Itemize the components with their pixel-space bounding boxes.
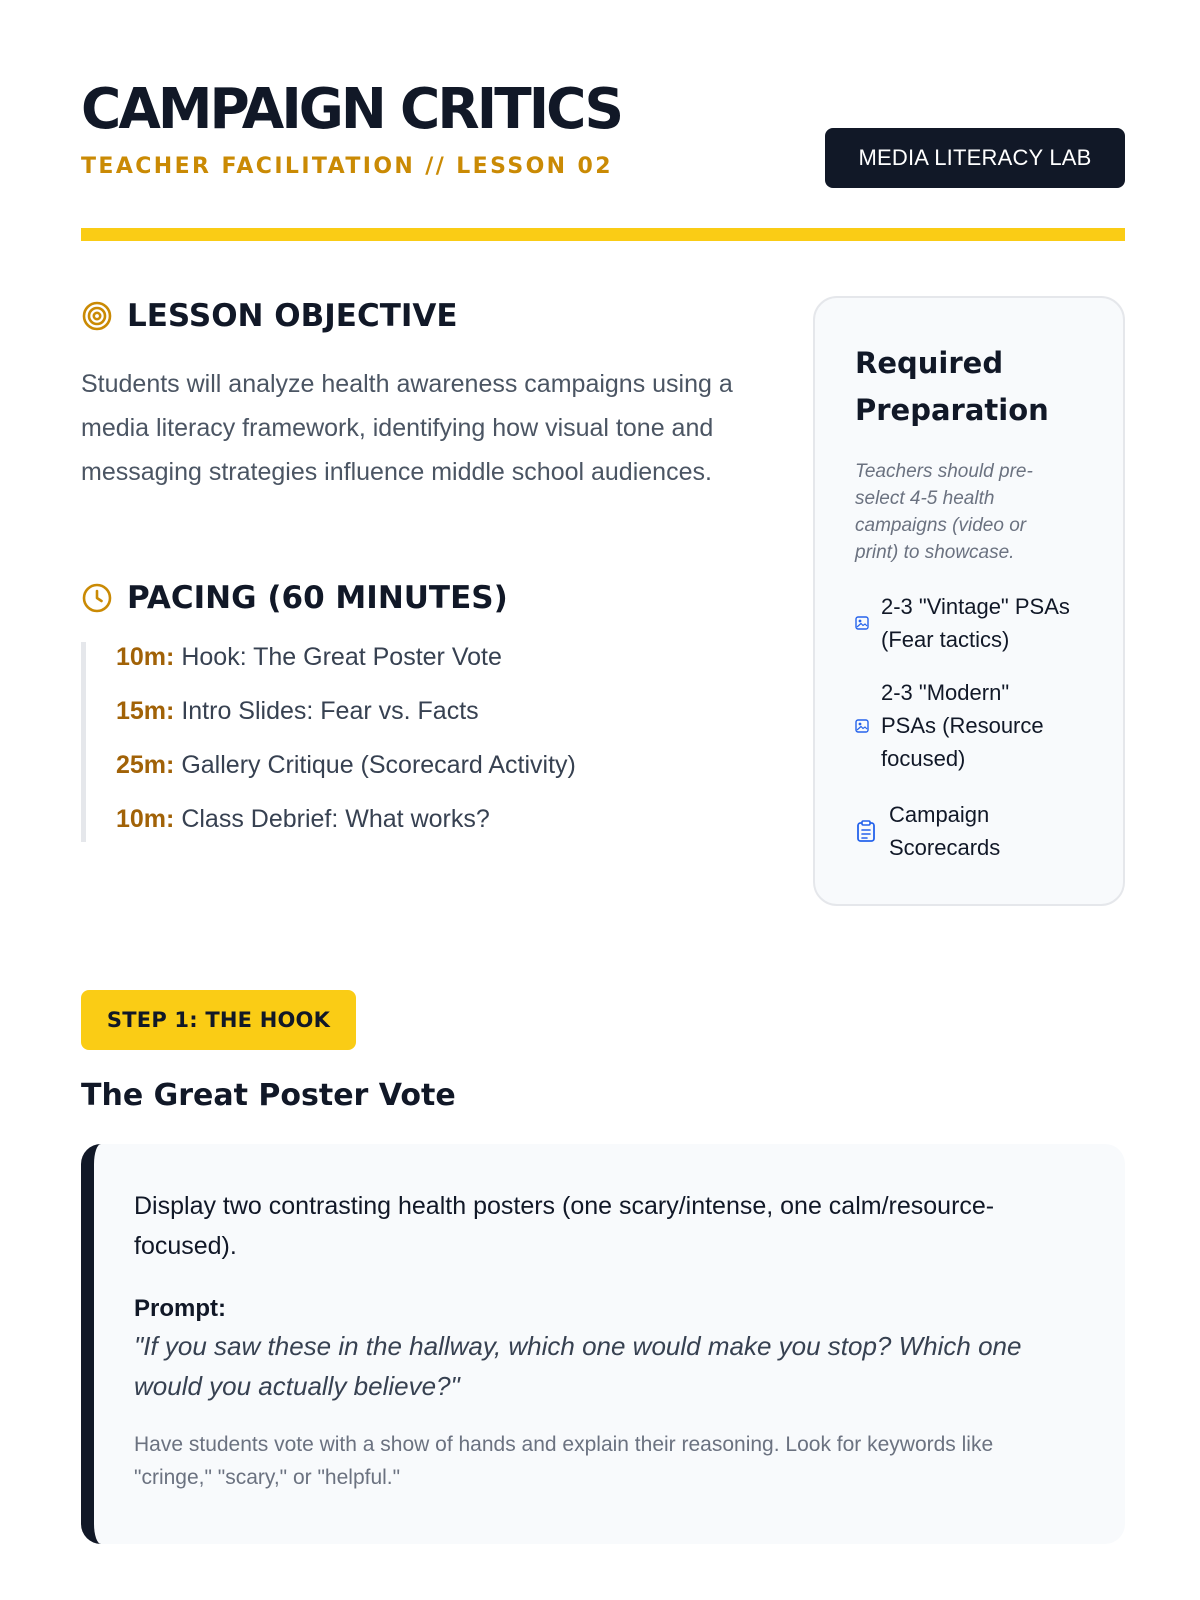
header-divider xyxy=(81,228,1125,241)
preparation-item xyxy=(855,798,1055,864)
image-icon xyxy=(855,719,869,733)
preparation-title: Required Preparation xyxy=(855,346,1049,427)
preparation-item-label: Campaign Scorecards xyxy=(889,802,1001,860)
page-header xyxy=(81,77,1125,210)
pacing-list xyxy=(81,642,761,842)
pacing-heading xyxy=(81,580,508,616)
preparation-item xyxy=(855,676,1065,775)
pacing-label: Class Debrief: What works? xyxy=(181,805,490,833)
pacing-time: 10m: xyxy=(116,805,175,833)
pacing-item xyxy=(116,696,761,750)
pacing-time: 15m: xyxy=(116,697,175,725)
pacing-label: Intro Slides: Fear vs. Facts xyxy=(181,697,479,725)
pacing-item xyxy=(116,750,761,804)
prompt-label: Prompt: xyxy=(134,1295,226,1322)
preparation-item-label: 2-3 "Modern" PSAs (Resource focused) xyxy=(881,680,1044,771)
pacing-label: Hook: The Great Poster Vote xyxy=(181,643,502,671)
page-subtitle: TEACHER FACILITATION // LESSON 02 xyxy=(81,154,613,179)
pacing-label: Gallery Critique (Scorecard Activity) xyxy=(181,751,576,779)
callout-note: Have students vote with a show of hands and explain their reasoning. Look for keywords like "cringe," "scary," or "helpful." xyxy=(134,1433,994,1489)
pacing-item xyxy=(116,804,761,834)
callout-lead: Display two contrasting health posters (one scary/intense, one calm/resource-focused). xyxy=(134,1192,995,1260)
preparation-note: Teachers should pre-select 4-5 health campaigns (video or print) to showcase. xyxy=(855,461,1033,563)
required-preparation-card xyxy=(813,296,1125,906)
page-title: CAMPAIGN CRITICS xyxy=(81,77,622,142)
media-literacy-lab-badge: MEDIA LITERACY LAB xyxy=(825,128,1125,188)
step-callout xyxy=(81,1144,1125,1544)
clock-icon xyxy=(81,582,113,614)
step-title: The Great Poster Vote xyxy=(81,1078,456,1113)
objective-heading-label: LESSON OBJECTIVE xyxy=(127,298,458,334)
clipboard-icon xyxy=(855,819,877,843)
pacing-time: 25m: xyxy=(116,751,175,779)
pacing-time: 10m: xyxy=(116,643,175,671)
pacing-item xyxy=(116,642,761,696)
objective-heading xyxy=(81,298,458,334)
preparation-item-label: 2-3 "Vintage" PSAs (Fear tactics) xyxy=(881,594,1070,652)
preparation-item xyxy=(855,590,1095,656)
pacing-heading-label: PACING (60 MINUTES) xyxy=(127,580,508,616)
prompt-text: "If you saw these in the hallway, which one would make you stop? Which one would you actually believe?" xyxy=(134,1331,1022,1401)
objective-text: Students will analyze health awareness campaigns using a media literacy framework, identifying how visual tone and messaging strategies influence middle school audiences. xyxy=(81,370,733,486)
target-icon xyxy=(81,300,113,332)
image-icon xyxy=(855,616,869,630)
step-badge: STEP 1: THE HOOK xyxy=(81,990,356,1050)
lesson-page xyxy=(81,0,1125,1600)
